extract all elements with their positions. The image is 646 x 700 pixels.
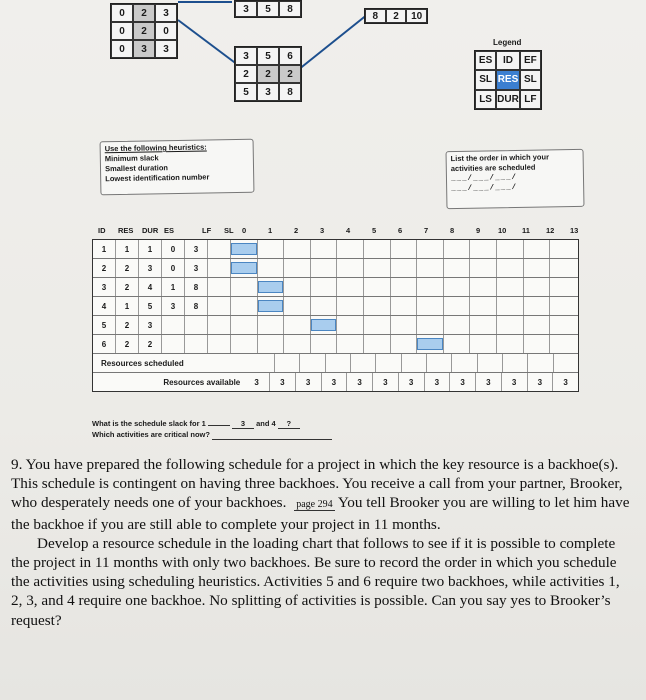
day-cell[interactable] xyxy=(284,335,311,353)
activity-row xyxy=(93,240,578,259)
slack-answer-3[interactable]: 3 xyxy=(232,419,254,429)
critical-question-text: Which activities are critical now? xyxy=(92,430,210,439)
day-cell[interactable] xyxy=(444,278,471,296)
day-label: 2 xyxy=(294,226,299,235)
day-cell[interactable] xyxy=(470,316,497,334)
day-cell[interactable] xyxy=(364,259,391,277)
day-cell[interactable] xyxy=(524,335,551,353)
node-a-cell: 0 xyxy=(111,22,133,40)
problem-text-1: You have prepared the following schedule for a project in which the key resource is a backhoe(s). This schedule is contingent on having three backhoes. You receive a call from your partner, Brooker, who desperately needs one of your backhoes. xyxy=(11,456,623,512)
cell-sl xyxy=(208,240,231,258)
day-cell[interactable] xyxy=(337,335,364,353)
cell-dur: 5 xyxy=(139,297,162,315)
day-cell[interactable] xyxy=(497,259,524,277)
problem-9 xyxy=(11,455,633,630)
node-b-cell: 2 xyxy=(235,65,257,83)
day-cell[interactable] xyxy=(231,259,258,277)
col-header-id: ID xyxy=(98,226,106,235)
legend-cell: ES xyxy=(475,51,496,70)
col-header-sl: SL xyxy=(224,226,234,235)
legend-cell: DUR xyxy=(496,90,520,109)
heuristic-item: Minimum slack xyxy=(104,153,159,164)
day-cell[interactable] xyxy=(497,335,524,353)
node-a-cell: 3 xyxy=(133,40,155,58)
legend-cell: ID xyxy=(496,51,520,70)
network-arrows xyxy=(0,0,646,140)
day-cell[interactable] xyxy=(550,259,576,277)
node-b-cell: 5 xyxy=(235,83,257,101)
schedule-bar[interactable] xyxy=(258,300,284,312)
col-header-dur: DUR xyxy=(142,226,159,235)
legend-cell: LF xyxy=(520,90,541,109)
day-cell[interactable] xyxy=(524,297,551,315)
cell-dur: 1 xyxy=(139,240,162,258)
cell-sl xyxy=(208,335,231,353)
node-b-cell: 2 xyxy=(279,65,301,83)
node-a-cell: 0 xyxy=(111,40,133,58)
cell-sl xyxy=(208,278,231,296)
cell-res: 2 xyxy=(116,278,139,296)
node-activity-b xyxy=(234,46,302,102)
legend-cell: LS xyxy=(475,90,496,109)
critical-answer-blank[interactable] xyxy=(212,430,332,440)
node-top-right-cell: 2 xyxy=(386,9,407,23)
day-cell[interactable] xyxy=(444,335,471,353)
day-cell[interactable] xyxy=(550,335,576,353)
node-b-cell: 3 xyxy=(257,83,279,101)
resources-scheduled-row xyxy=(93,354,578,373)
order-blank-line[interactable]: ___/___/___/ xyxy=(450,173,518,184)
activity-order-box xyxy=(446,149,585,209)
day-cell[interactable] xyxy=(417,335,444,353)
resources-available-cell: 3 xyxy=(373,373,399,391)
day-cell[interactable] xyxy=(470,335,497,353)
day-cell[interactable] xyxy=(444,240,471,258)
resources-scheduled-cell[interactable] xyxy=(427,354,452,372)
day-label: 8 xyxy=(450,226,455,235)
day-cell[interactable] xyxy=(284,259,311,277)
day-cell[interactable] xyxy=(470,240,497,258)
slack-answer-blank[interactable]: ? xyxy=(278,419,300,429)
day-cell[interactable] xyxy=(337,316,364,334)
day-cell[interactable] xyxy=(311,278,338,296)
day-label: 13 xyxy=(570,226,579,235)
activity-row xyxy=(93,297,578,316)
resources-available-cell: 3 xyxy=(296,373,322,391)
resources-available-cell: 3 xyxy=(425,373,451,391)
day-cell[interactable] xyxy=(231,335,258,353)
resource-loading-chart xyxy=(92,239,579,392)
day-cell[interactable] xyxy=(417,297,444,315)
slack-question-and: and 4 xyxy=(256,419,276,428)
cell-res: 1 xyxy=(116,240,139,258)
order-blank-line[interactable]: ___/___/___/ xyxy=(451,183,518,194)
schedule-bar[interactable] xyxy=(231,262,257,274)
heuristics-title: Use the following heuristics: xyxy=(104,142,207,154)
node-a-cell: 0 xyxy=(155,22,177,40)
day-cell[interactable] xyxy=(391,316,418,334)
cell-id: 6 xyxy=(93,335,116,353)
day-label: 11 xyxy=(522,226,530,235)
cell-es: 0 xyxy=(162,240,185,258)
resources-scheduled-cell[interactable] xyxy=(275,354,300,372)
day-cell[interactable] xyxy=(284,240,311,258)
cell-dur: 2 xyxy=(139,335,162,353)
legend-cell: RES xyxy=(496,70,520,89)
day-cell[interactable] xyxy=(337,297,364,315)
day-cell[interactable] xyxy=(364,316,391,334)
slack-question-prefix: What is the schedule slack for 1 xyxy=(92,419,206,428)
node-a-cell: 2 xyxy=(133,22,155,40)
cell-lf: 3 xyxy=(185,259,208,277)
cell-lf: 8 xyxy=(185,278,208,296)
resources-scheduled-label: Resources scheduled xyxy=(101,358,184,368)
day-cell[interactable] xyxy=(391,335,418,353)
activity-row xyxy=(93,259,578,278)
cell-res: 2 xyxy=(116,259,139,277)
node-top-center-cell: 8 xyxy=(279,1,301,17)
resources-available-cell: 3 xyxy=(244,373,270,391)
day-cell[interactable] xyxy=(497,240,524,258)
day-cell[interactable] xyxy=(311,297,338,315)
heuristic-item: Smallest duration xyxy=(104,163,169,174)
day-cell[interactable] xyxy=(284,278,311,296)
day-cell[interactable] xyxy=(550,240,576,258)
schedule-bar[interactable] xyxy=(258,281,284,293)
day-cell[interactable] xyxy=(231,316,258,334)
activity-row xyxy=(93,335,578,354)
day-cell[interactable] xyxy=(417,240,444,258)
day-label: 0 xyxy=(242,226,247,235)
node-b-cell: 8 xyxy=(279,83,301,101)
cell-res: 2 xyxy=(116,316,139,334)
day-cell[interactable] xyxy=(337,240,364,258)
cell-lf: 3 xyxy=(185,240,208,258)
resources-available-cell: 3 xyxy=(502,373,528,391)
day-cell[interactable] xyxy=(364,335,391,353)
order-box-text: activities are scheduled xyxy=(450,162,536,174)
day-cell[interactable] xyxy=(258,240,285,258)
cell-sl xyxy=(208,259,231,277)
cell-es: 1 xyxy=(162,278,185,296)
day-cell[interactable] xyxy=(311,335,338,353)
resources-available-cell: 3 xyxy=(528,373,554,391)
heuristic-item: Lowest identification number xyxy=(105,172,210,184)
activity-row xyxy=(93,278,578,297)
day-cell[interactable] xyxy=(258,335,285,353)
cell-dur: 4 xyxy=(139,278,162,296)
node-a-cell: 3 xyxy=(155,4,177,22)
legend-cell: SL xyxy=(520,70,541,89)
resources-available-cell: 3 xyxy=(563,377,568,387)
day-cell[interactable] xyxy=(311,240,338,258)
day-cell[interactable] xyxy=(364,240,391,258)
day-cell[interactable] xyxy=(391,240,418,258)
resources-scheduled-cell[interactable] xyxy=(249,354,274,372)
day-cell[interactable] xyxy=(231,297,258,315)
day-cell[interactable] xyxy=(258,259,285,277)
resources-available-cell: 3 xyxy=(270,373,296,391)
day-cell[interactable] xyxy=(444,259,471,277)
slack-answer-blank[interactable] xyxy=(208,425,230,426)
heuristics-box xyxy=(100,139,255,196)
cell-id: 2 xyxy=(93,259,116,277)
resources-scheduled-cell[interactable] xyxy=(478,354,503,372)
schedule-bar[interactable] xyxy=(311,319,337,331)
legend-box xyxy=(474,50,542,110)
node-top-center-cell: 3 xyxy=(235,1,257,17)
resources-scheduled-cell[interactable] xyxy=(402,354,427,372)
problem-text-1-cont: You tell Brooker you are willing to let him have the backhoe if you are still able to complete your project in 11 months. xyxy=(11,494,630,533)
day-cell[interactable] xyxy=(550,297,576,315)
day-cell[interactable] xyxy=(417,278,444,296)
day-cell[interactable] xyxy=(470,278,497,296)
day-cell[interactable] xyxy=(231,278,258,296)
resources-available-cell: 3 xyxy=(322,373,348,391)
day-cell[interactable] xyxy=(550,316,576,334)
day-cell[interactable] xyxy=(497,297,524,315)
resources-scheduled-cell[interactable] xyxy=(326,354,351,372)
day-cell[interactable] xyxy=(417,316,444,334)
day-cell[interactable] xyxy=(470,297,497,315)
day-cell[interactable] xyxy=(391,259,418,277)
col-header-lf: LF xyxy=(202,226,212,235)
day-cell[interactable] xyxy=(524,316,551,334)
cell-id: 4 xyxy=(93,297,116,315)
cell-es xyxy=(162,316,185,334)
cell-es: 0 xyxy=(162,259,185,277)
day-cell[interactable] xyxy=(284,297,311,315)
resources-available-label: Resources available xyxy=(163,377,241,387)
day-cell[interactable] xyxy=(364,278,391,296)
cell-dur: 3 xyxy=(139,259,162,277)
cell-lf xyxy=(185,335,208,353)
resources-available-cell: 3 xyxy=(476,373,502,391)
resources-scheduled-cell[interactable] xyxy=(528,354,553,372)
day-cell[interactable] xyxy=(470,259,497,277)
resources-available-cell: 3 xyxy=(450,373,476,391)
cell-lf xyxy=(185,316,208,334)
node-a-cell: 2 xyxy=(133,4,155,22)
day-label: 9 xyxy=(476,226,481,235)
day-cell[interactable] xyxy=(550,278,576,296)
day-label: 10 xyxy=(498,226,507,235)
day-cell[interactable] xyxy=(391,278,418,296)
node-a-cell: 3 xyxy=(155,40,177,58)
cell-es xyxy=(162,335,185,353)
day-cell[interactable] xyxy=(391,297,418,315)
day-label: 4 xyxy=(346,226,351,235)
cell-sl xyxy=(208,297,231,315)
day-cell[interactable] xyxy=(284,316,311,334)
day-label: 5 xyxy=(372,226,377,235)
day-cell[interactable] xyxy=(258,316,285,334)
day-cell[interactable] xyxy=(524,240,551,258)
node-top-right-cell: 10 xyxy=(406,9,427,23)
problem-number: 9. xyxy=(11,456,23,473)
day-cell[interactable] xyxy=(231,240,258,258)
cell-res: 1 xyxy=(116,297,139,315)
node-b-cell: 3 xyxy=(235,47,257,65)
node-activity-top-center xyxy=(234,0,302,18)
day-cell[interactable] xyxy=(444,297,471,315)
page-reference[interactable]: page 294 xyxy=(296,499,333,511)
resources-scheduled-cell[interactable] xyxy=(300,354,325,372)
cell-res: 2 xyxy=(116,335,139,353)
order-box-text: List the order in which your xyxy=(450,152,550,164)
node-top-right-cell: 8 xyxy=(365,9,386,23)
schedule-bar[interactable] xyxy=(231,243,257,255)
cell-dur: 3 xyxy=(139,316,162,334)
day-label: 12 xyxy=(546,226,555,235)
slack-question xyxy=(92,419,300,429)
cell-lf: 8 xyxy=(185,297,208,315)
activity-row xyxy=(93,316,578,335)
day-cell[interactable] xyxy=(524,259,551,277)
day-cell[interactable] xyxy=(524,278,551,296)
day-cell[interactable] xyxy=(311,259,338,277)
legend-cell: SL xyxy=(475,70,496,89)
resources-available-cell: 3 xyxy=(399,373,425,391)
day-label: 6 xyxy=(398,226,403,235)
problem-paragraph-1 xyxy=(11,455,633,534)
cell-es: 3 xyxy=(162,297,185,315)
node-b-cell: 6 xyxy=(279,47,301,65)
day-cell[interactable] xyxy=(417,259,444,277)
day-cell[interactable] xyxy=(497,278,524,296)
legend-cell: EF xyxy=(520,51,541,70)
day-cell[interactable] xyxy=(337,259,364,277)
node-activity-top-right xyxy=(364,8,428,24)
resources-scheduled-cell[interactable] xyxy=(351,354,376,372)
resources-scheduled-cell[interactable] xyxy=(554,354,578,372)
day-cell[interactable] xyxy=(337,278,364,296)
day-label: 1 xyxy=(268,226,273,235)
day-cell[interactable] xyxy=(258,278,285,296)
cell-sl xyxy=(208,316,231,334)
day-label: 3 xyxy=(320,226,325,235)
node-top-center-cell: 5 xyxy=(257,1,279,17)
day-cell[interactable] xyxy=(364,297,391,315)
day-cell[interactable] xyxy=(258,297,285,315)
node-activity-a xyxy=(110,3,178,59)
cell-id: 5 xyxy=(93,316,116,334)
resources-available-row xyxy=(93,373,578,391)
cell-id: 3 xyxy=(93,278,116,296)
resources-scheduled-cell[interactable] xyxy=(452,354,477,372)
resources-scheduled-cell[interactable] xyxy=(503,354,528,372)
col-header-res: RES xyxy=(118,226,134,235)
node-a-cell: 0 xyxy=(111,4,133,22)
day-cell[interactable] xyxy=(444,316,471,334)
critical-question xyxy=(92,430,332,440)
col-header-es: ES xyxy=(164,226,175,235)
node-b-cell: 5 xyxy=(257,47,279,65)
problem-paragraph-2: Develop a resource schedule in the loading chart that follows to see if it is possible to complete the project in 11 months with only two backhoes. Be sure to record the order in which you schedule the activities using scheduling heuristics. Activities 5 and 6 require two backhoes, while activities 1, 2, 3, and 4 require one backhoe. No splitting of activities is possible. Can you say yes to Brooker’s request? xyxy=(11,534,620,629)
cell-id: 1 xyxy=(93,240,116,258)
node-b-cell: 2 xyxy=(257,65,279,83)
resources-scheduled-cell[interactable] xyxy=(376,354,401,372)
legend-title: Legend xyxy=(493,38,522,47)
loading-chart-header xyxy=(92,226,612,240)
schedule-bar[interactable] xyxy=(417,338,443,350)
day-label: 7 xyxy=(424,226,429,235)
day-cell[interactable] xyxy=(497,316,524,334)
day-cell[interactable] xyxy=(311,316,338,334)
resources-available-cell: 3 xyxy=(347,373,373,391)
